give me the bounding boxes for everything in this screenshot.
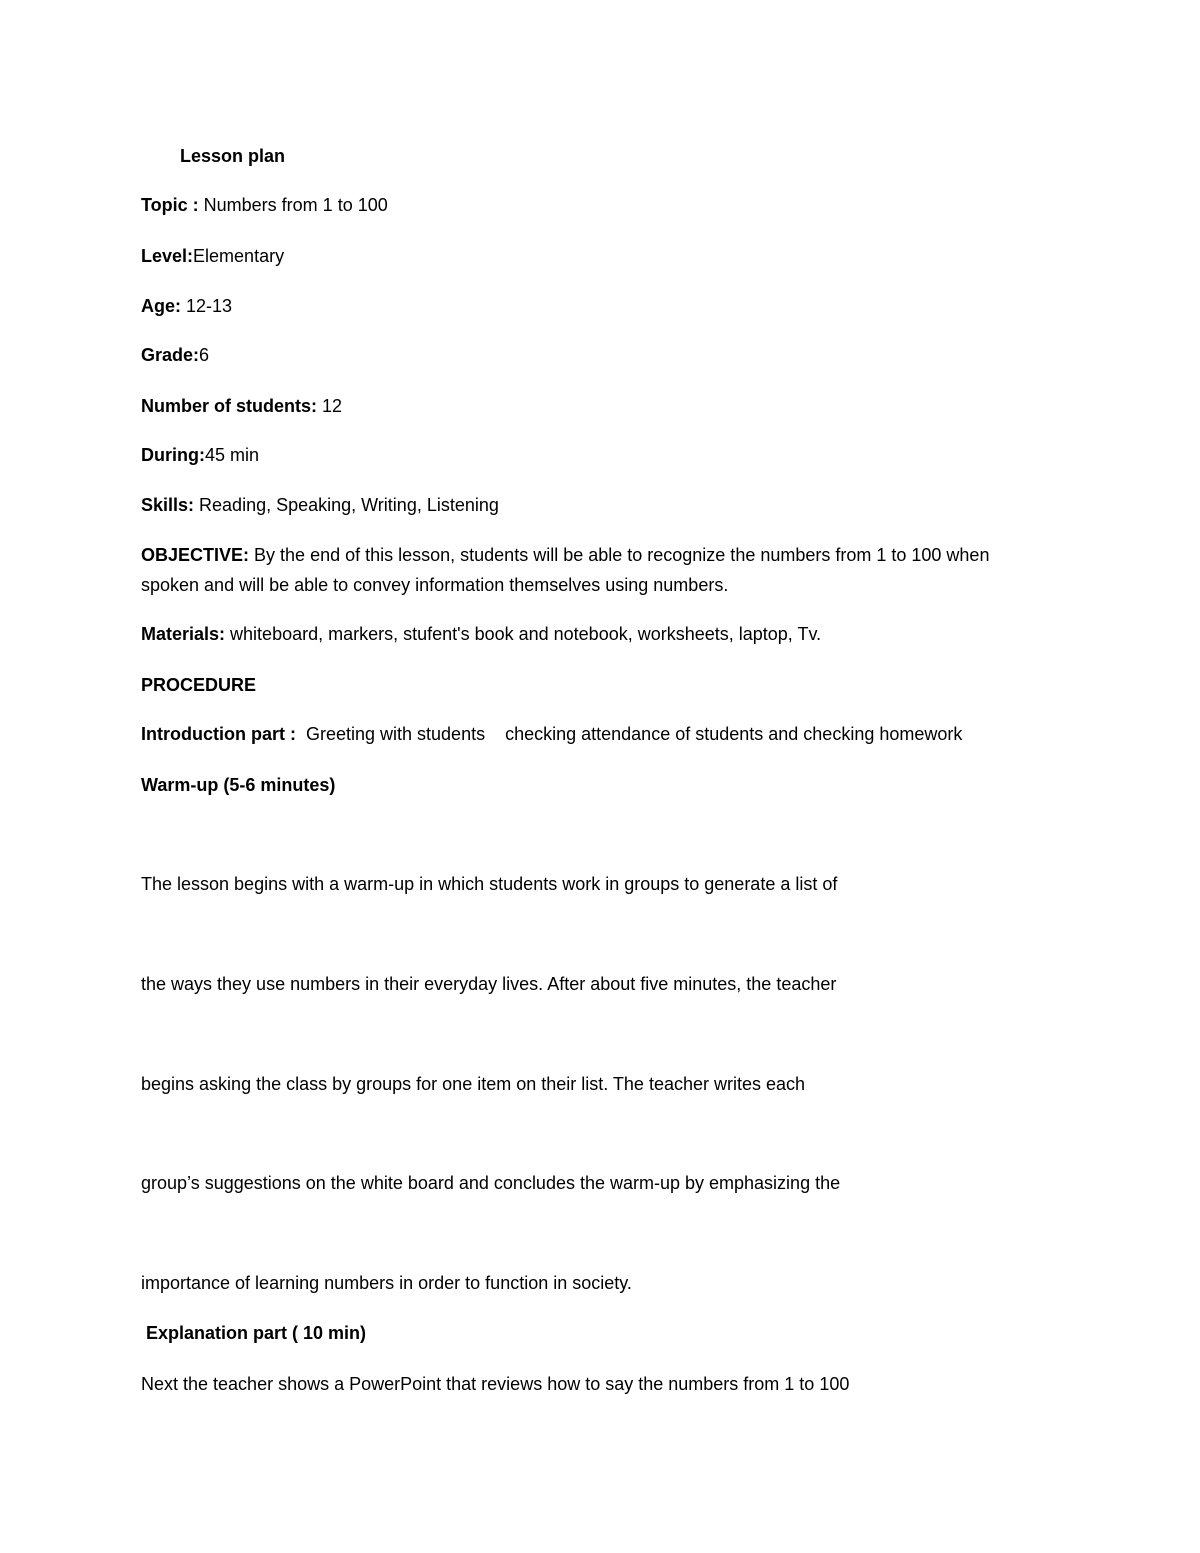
materials-line — [141, 622, 821, 646]
introduction-line — [141, 722, 962, 746]
level-label: Level: — [141, 246, 194, 266]
introduction-label: Introduction part : — [141, 724, 296, 744]
objective-line-2 — [141, 573, 728, 597]
warmup-paragraph-line: begins asking the class by groups for one item on their list. The teacher writes each — [141, 1074, 806, 1094]
topic-label: Topic : — [141, 195, 199, 215]
students-value: 12 — [317, 396, 343, 416]
grade-value: 6 — [199, 345, 210, 365]
topic-line — [141, 193, 388, 217]
grade-line — [141, 343, 209, 367]
skills-value: Reading, Speaking, Writing, Listening — [194, 495, 499, 515]
materials-value: whiteboard, markers, stufent's book and notebook, worksheets, laptop, Tv. — [225, 624, 822, 644]
objective-label: OBJECTIVE: — [141, 545, 250, 565]
explanation-heading: Explanation part ( 10 min) — [146, 1323, 367, 1343]
age-value: 12-13 — [181, 296, 233, 316]
level-line — [141, 244, 284, 268]
materials-label: Materials: — [141, 624, 226, 644]
during-value: 45 min — [204, 445, 260, 465]
warmup-paragraph-line: the ways they use numbers in their everyday lives. After about five minutes, the teacher — [141, 974, 837, 994]
students-line — [141, 394, 342, 418]
topic-value: Numbers from 1 to 100 — [198, 195, 388, 215]
objective-text-2: spoken and will be able to convey information themselves using numbers. — [141, 575, 729, 595]
objective-text-1: By the end of this lesson, students will be able to recognize the numbers from 1 to 100 when — [249, 545, 990, 565]
procedure-heading: PROCEDURE — [141, 675, 257, 695]
warmup-paragraph-line: group’s suggestions on the white board and concludes the warm-up by emphasizing the — [141, 1173, 841, 1193]
warmup-heading: Warm-up (5-6 minutes) — [141, 775, 336, 795]
warmup-paragraph-line: importance of learning numbers in order to function in society. — [141, 1273, 632, 1293]
age-line — [141, 294, 232, 318]
age-label: Age: — [141, 296, 181, 316]
skills-line — [141, 493, 499, 517]
objective-line-1 — [141, 543, 989, 567]
students-label: Number of students: — [141, 396, 318, 416]
explanation-paragraph-line: Next the teacher shows a PowerPoint that reviews how to say the numbers from 1 to 100 — [141, 1374, 850, 1394]
during-line — [141, 443, 259, 467]
warmup-paragraph-line: The lesson begins with a warm-up in which students work in groups to generate a list of — [141, 874, 838, 894]
during-label: During: — [141, 445, 205, 465]
introduction-value: Greeting with students checking attendance of students and checking homework — [295, 724, 963, 744]
grade-label: Grade: — [141, 345, 200, 365]
level-value: Elementary — [193, 246, 285, 266]
document-title: Lesson plan — [180, 146, 286, 166]
skills-label: Skills: — [141, 495, 195, 515]
